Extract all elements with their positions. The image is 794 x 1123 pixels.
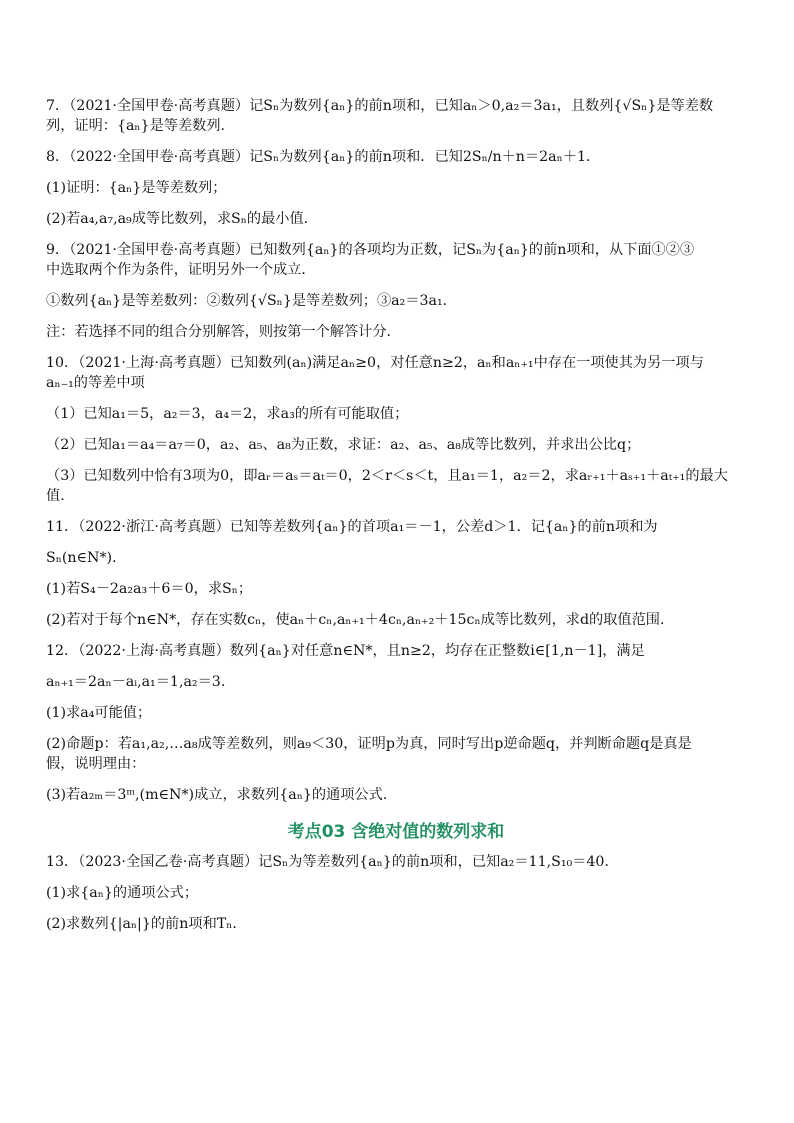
line-gap xyxy=(46,774,746,785)
text-line: (1)求{aₙ}的通项公式； xyxy=(46,885,199,901)
line-gap xyxy=(46,280,746,291)
text-line: (2)求数列{|aₙ|}的前n项和Tₙ． xyxy=(46,916,247,932)
text-line: 注：若选择不同的组合分别解答，则按第一个解答计分． xyxy=(46,324,401,340)
text-line: (2)若对于每个n∈N*，存在实数cₙ，使aₙ＋cₙ,aₙ₊₁＋4cₙ,aₙ₊₂＋15cₙ成等比数列，求d的取值范围． xyxy=(46,612,675,628)
line-gap xyxy=(46,723,746,734)
text-line: 列，证明：{aₙ}是等差数列. xyxy=(46,118,226,134)
text-line: aₙ₊₁＝2aₙ－aᵢ,a₁＝1,a₂＝3. xyxy=(46,674,226,690)
line-gap xyxy=(46,872,746,883)
text-line: 12．（2022·上海·高考真题）数列{aₙ}对任意n∈N*，且n≥2，均存在正整数i∈[1,n－1]，满足 xyxy=(46,643,645,659)
line-gap xyxy=(46,568,746,579)
text-line: (1)求a₄可能值； xyxy=(46,705,152,721)
text-line: (1)证明：{aₙ}是等差数列； xyxy=(46,180,227,196)
text-line: aₙ₋₁的等差中项 xyxy=(46,375,145,391)
section-heading: 考点03 含绝对值的数列求和 xyxy=(287,822,505,842)
text-line: 假，说明理由： xyxy=(46,756,146,772)
problem-13 xyxy=(46,852,746,934)
line-gap xyxy=(46,455,746,466)
text-line: (1)若S₄－2a₂a₃＋6＝0，求Sₙ； xyxy=(46,581,253,597)
line-gap xyxy=(46,229,746,240)
line-gap xyxy=(46,661,746,672)
text-line: （2）已知a₁＝a₄＝a₇＝0，a₂、a₅、a₈为正数，求证：a₂、a₅、a₈成等比数列，并求出公比q； xyxy=(46,437,641,453)
line-gap xyxy=(46,537,746,548)
text-line: 值. xyxy=(46,488,65,504)
line-gap xyxy=(46,424,746,435)
document-content xyxy=(46,96,746,934)
text-line: 中选取两个作为条件，证明另外一个成立． xyxy=(46,262,316,278)
line-gap xyxy=(46,692,746,703)
line-gap xyxy=(46,136,746,147)
text-line: 11．（2022·浙江·高考真题）已知等差数列{aₙ}的首项a₁＝－1，公差d＞1．记{aₙ}的前n项和为 xyxy=(46,519,658,535)
text-line: (2)若a₄,a₇,a₉成等比数列，求Sₙ的最小值． xyxy=(46,211,318,227)
line-gap xyxy=(46,506,746,517)
text-line: 10．（2021·上海·高考真题）已知数列(aₙ)满足aₙ≥0，对任意n≥2，aₙ和aₙ₊₁中存在一项使其为另一项与 xyxy=(46,355,704,371)
line-gap xyxy=(46,630,746,641)
text-line: 13．（2023·全国乙卷·高考真题）记Sₙ为等差数列{aₙ}的前n项和，已知a₂＝11,S₁₀＝40． xyxy=(46,854,619,870)
problems-7-12 xyxy=(46,96,746,805)
line-gap xyxy=(46,311,746,322)
line-gap xyxy=(46,198,746,209)
line-gap xyxy=(46,599,746,610)
text-line: Sₙ(n∈N*)． xyxy=(46,550,127,566)
line-gap xyxy=(46,167,746,178)
text-line: （3）已知数列中恰有3项为0，即aᵣ＝aₛ＝aₜ＝0，2＜r＜s＜t，且a₁＝1，a₂＝2，求aᵣ₊₁＋aₛ₊₁＋aₜ₊₁的最大 xyxy=(46,468,728,484)
text-line: 8．（2022·全国甲卷·高考真题）记Sₙ为数列{aₙ}的前n项和．已知2Sₙ/n＋n＝2aₙ＋1． xyxy=(46,149,601,165)
line-gap xyxy=(46,342,746,353)
text-line: (2)命题p：若a₁,a₂,…a₈成等差数列，则a₉＜30，证明p为真，同时写出p逆命题q，并判断命题q是真是 xyxy=(46,736,692,752)
line-gap xyxy=(46,393,746,404)
text-line: (3)若a₂ₘ＝3ᵐ,(m∈N*)成立，求数列{aₙ}的通项公式. xyxy=(46,787,388,803)
text-line: ①数列{aₙ}是等差数列：②数列{√Sₙ}是等差数列；③a₂＝3a₁． xyxy=(46,293,457,309)
text-line: 7．（2021·全国甲卷·高考真题）记Sₙ为数列{aₙ}的前n项和，已知aₙ＞0,a₂＝3a₁，且数列{√Sₙ}是等差数 xyxy=(46,98,714,114)
line-gap xyxy=(46,903,746,914)
text-line: （1）已知a₁＝5，a₂＝3，a₄＝2，求a₃的所有可能取值； xyxy=(46,406,409,422)
text-line: 9．（2021·全国甲卷·高考真题）已知数列{aₙ}的各项均为正数，记Sₙ为{aₙ}的前n项和，从下面①②③ xyxy=(46,242,695,258)
